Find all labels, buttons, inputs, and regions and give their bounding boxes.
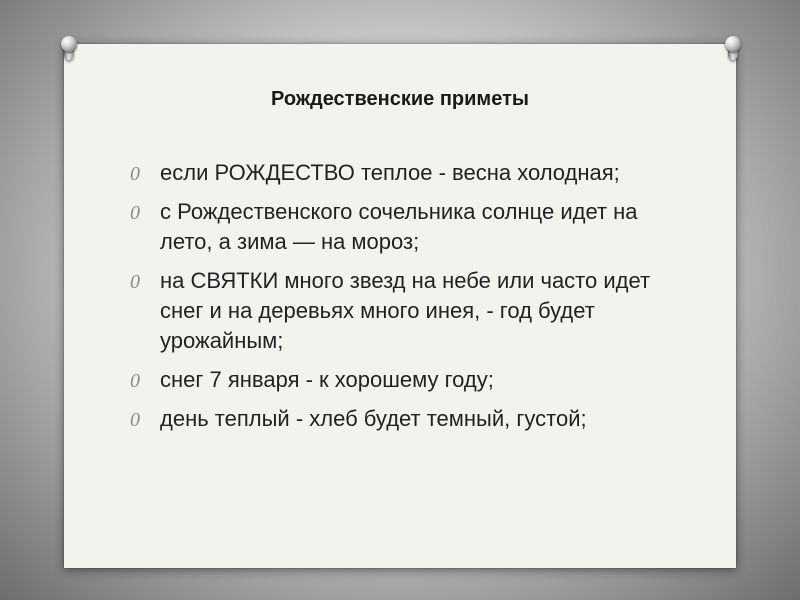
bullet-marker-icon: 0 <box>130 370 140 392</box>
pushpin-right-icon <box>722 36 744 62</box>
bullet-text: снег 7 января - к хорошему году; <box>160 367 494 392</box>
bullet-text: день теплый - хлеб будет темный, густой; <box>160 406 587 431</box>
bullet-item <box>126 365 666 395</box>
bullet-item <box>126 404 666 434</box>
bullet-marker-icon: 0 <box>130 202 140 224</box>
bullet-marker-icon: 0 <box>130 409 140 431</box>
bullet-text: на СВЯТКИ много звезд на небе или часто идет снег и на деревьях много инея, - год будет урожайным; <box>160 268 651 353</box>
bullet-text: с Рождественского сочельника солнце идет на лето, а зима — на мороз; <box>160 199 638 254</box>
pushpin-left-icon <box>58 36 80 62</box>
bullet-item <box>126 197 666 257</box>
bullet-list <box>126 158 666 443</box>
bullet-text: если РОЖДЕСТВО теплое - весна холодная; <box>160 160 620 185</box>
bullet-item <box>126 266 666 356</box>
bullet-marker-icon: 0 <box>130 271 140 293</box>
bullet-marker-icon: 0 <box>130 163 140 185</box>
slide-title: Рождественские приметы <box>271 88 529 110</box>
bullet-item <box>126 158 666 188</box>
